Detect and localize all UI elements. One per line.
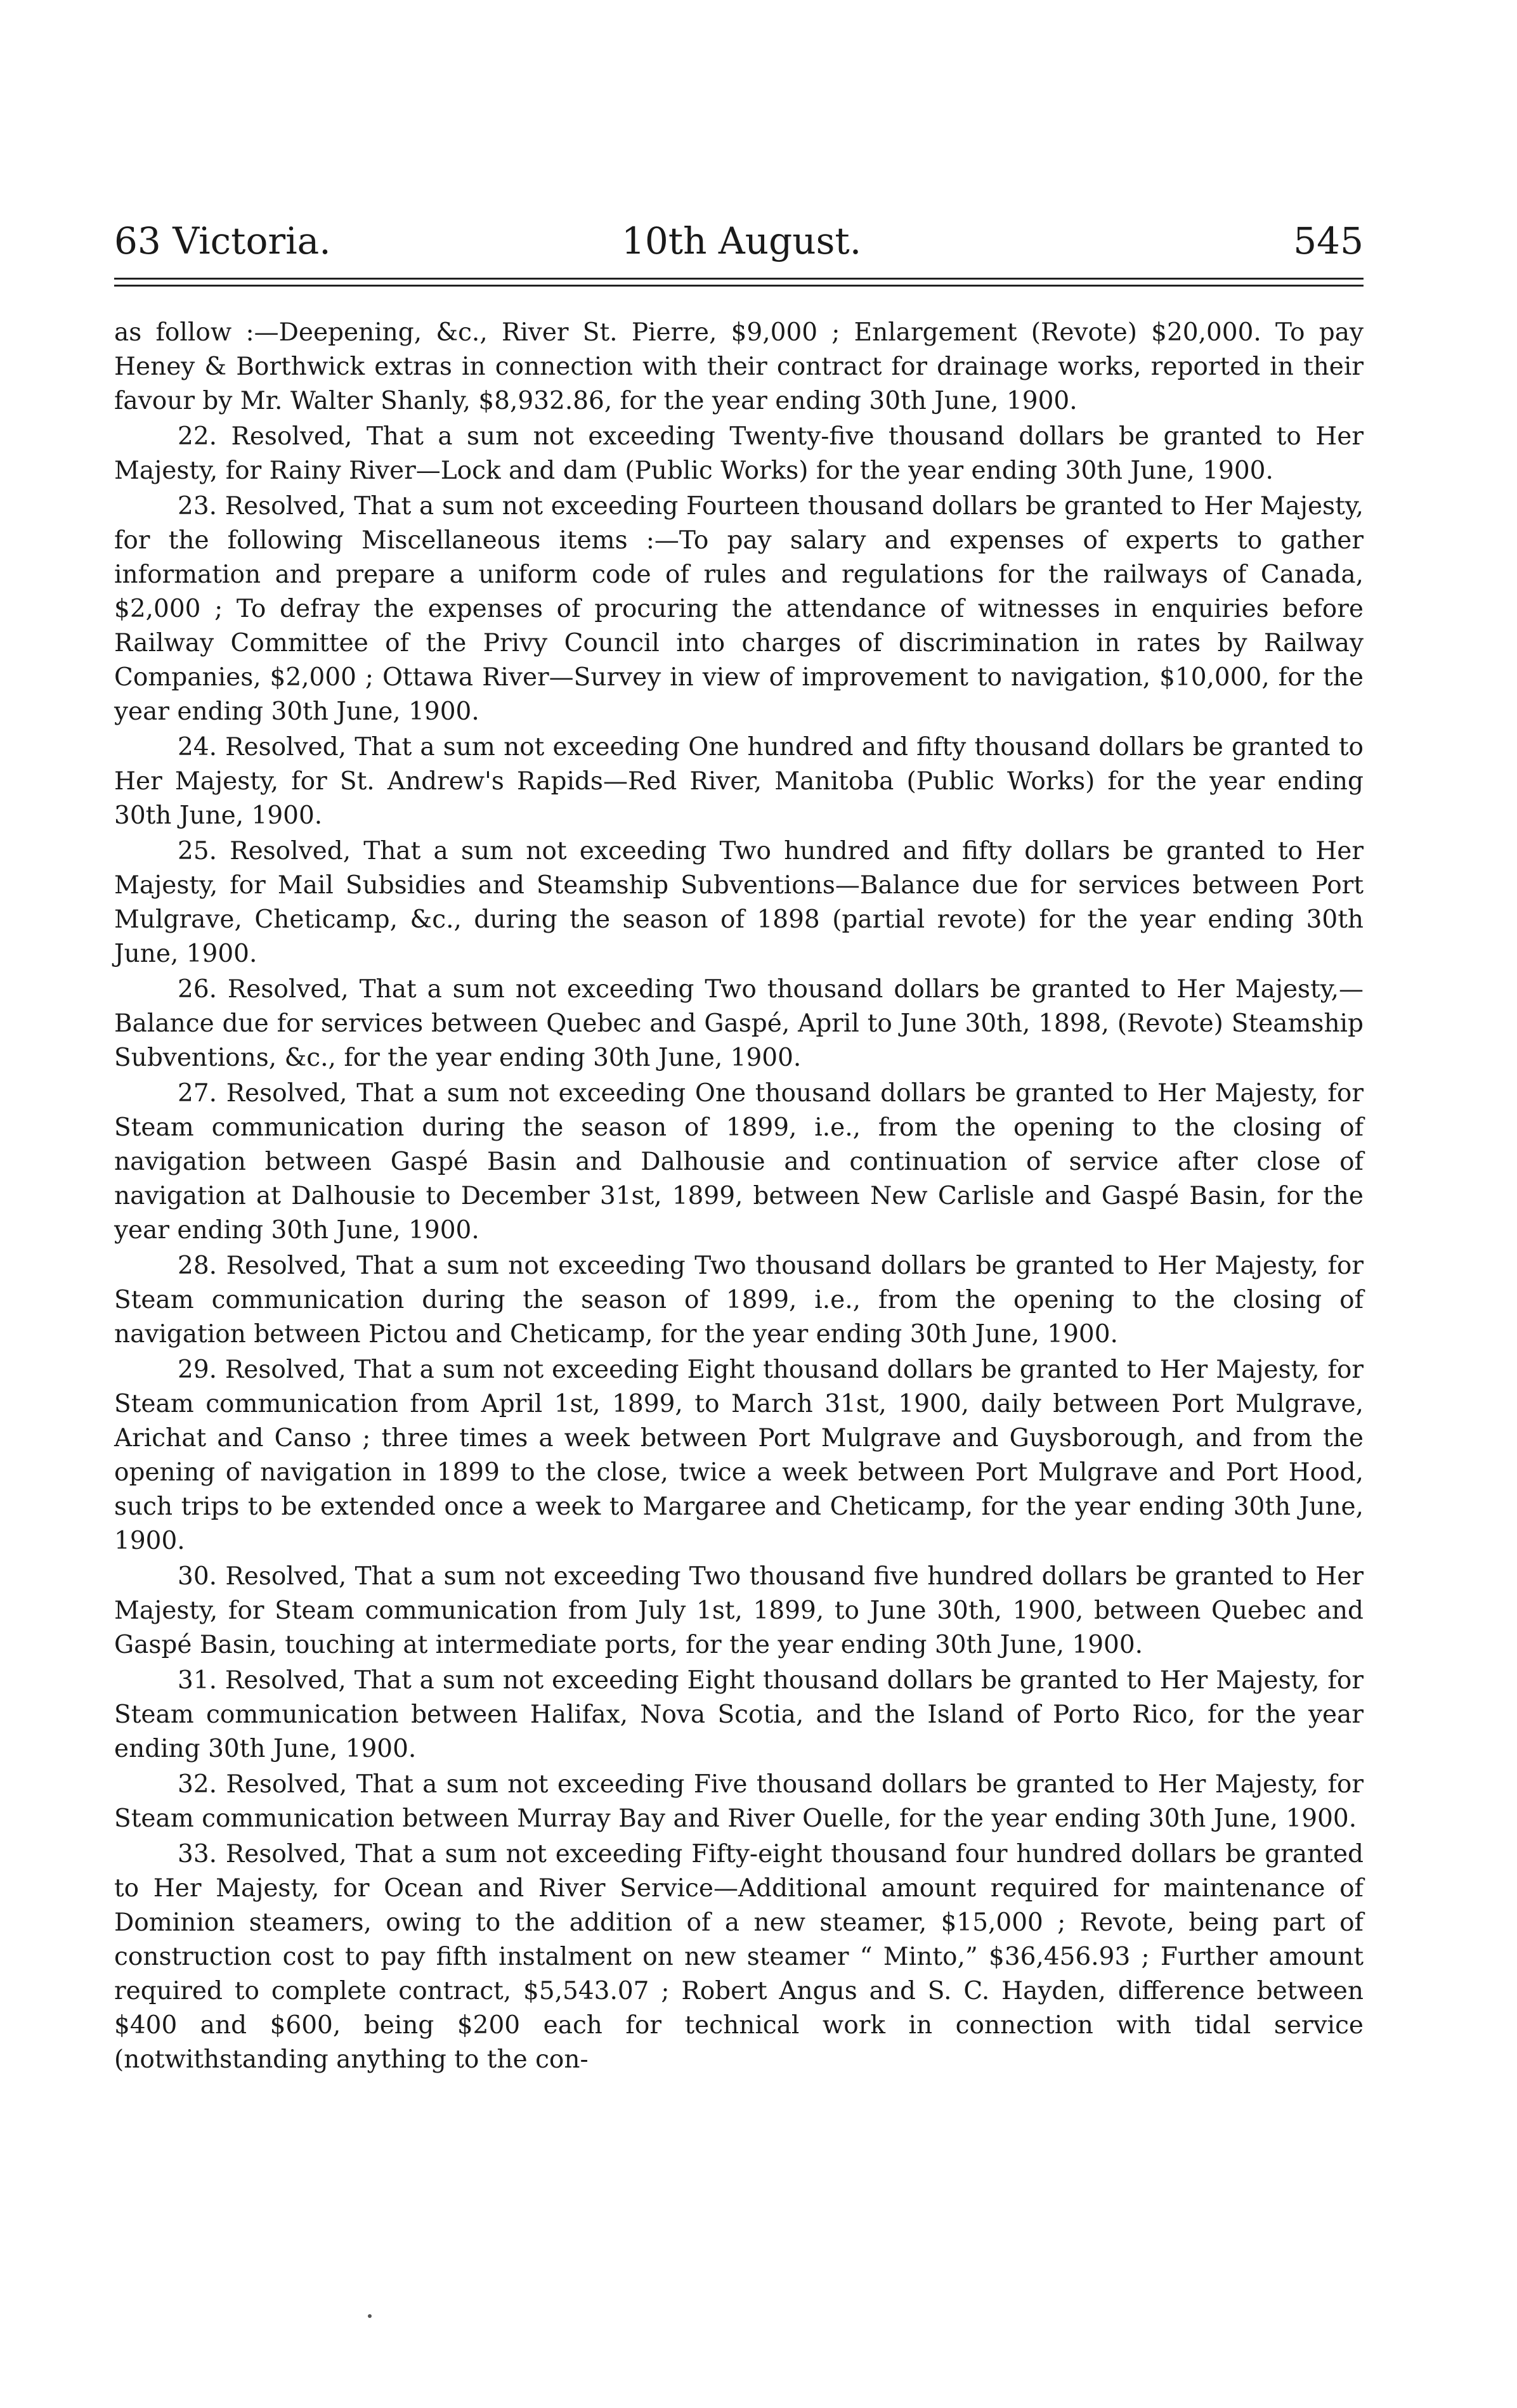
resolution-28: 28. Resolved, That a sum not exceeding Two thousand dollars be granted to Her Majesty, for Steam communication during the season of 1899, i.e., from the opening to the closing of navigation between Pictou and Cheticamp, for the year ending 30th June, 1900. (114, 1252, 1364, 1349)
header-rule (114, 278, 1364, 280)
page-number: 545 (1293, 219, 1364, 262)
printer-speck (368, 2314, 372, 2318)
date-label: 10th August. (622, 219, 862, 262)
paragraph-continuation: as follow :—Deepening, &c., River St. Pierre, $9,000 ; Enlargement (Revote) $20,000. To pay Heney & Borthwick extras in connection with their contract for drainage works, reported in their favour by Mr. Walter Shanly, $8,932.86, for the year ending 30th June, 1900. (114, 318, 1364, 415)
resolution-27: 27. Resolved, That a sum not exceeding One thousand dollars be granted to Her Majesty, for Steam communication during the season of 1899, i.e., from the opening to the closing of navigation between Gaspé Basin and Dalhousie and continuation of service after close of navigation at Dalhousie to December 31st, 1899, between New Carlisle and Gaspé Basin, for the year ending 30th June, 1900. (114, 1079, 1364, 1245)
running-header (114, 209, 1364, 273)
resolution-23: 23. Resolved, That a sum not exceeding Fourteen thousand dollars be granted to Her Majesty, for the following Miscellaneous items :—To pay salary and expenses of experts to gather information and prepare a uniform code of rules and regulations for the railways of Canada, $2,000 ; To defray the expenses of procuring the attendance of witnesses in enquiries before Railway Committee of the Privy Council into charges of discrimination in rates by Railway Companies, $2,000 ; Ottawa River—Survey in view of improvement to navigation, $10,000, for the year ending 30th June, 1900. (114, 492, 1364, 726)
document-page (114, 209, 1364, 2078)
resolution-32: 32. Resolved, That a sum not exceeding Five thousand dollars be granted to Her Majesty, for Steam communication between Murray Bay and River Ouelle, for the year ending 30th June, 1900. (114, 1770, 1364, 1833)
resolution-31: 31. Resolved, That a sum not exceeding Eight thousand dollars be granted to Her Majesty, for Steam communication between Halifax, Nova Scotia, and the Island of Porto Rico, for the year ending 30th June, 1900. (114, 1666, 1364, 1763)
resolution-24: 24. Resolved, That a sum not exceeding One hundred and fifty thousand dollars be granted to Her Majesty, for St. Andrew's Rapids—Red River, Manitoba (Public Works) for the year ending 30th June, 1900. (114, 733, 1364, 830)
session-label: 63 Victoria. (114, 219, 331, 262)
resolution-26: 26. Resolved, That a sum not exceeding Two thousand dollars be granted to Her Majesty,—Balance due for services between Quebec and Gaspé, April to June 30th, 1898, (Revote) Steamship Subventions, &c., for the year ending 30th June, 1900. (114, 975, 1364, 1072)
resolution-30: 30. Resolved, That a sum not exceeding Two thousand five hundred dollars be granted to Her Majesty, for Steam communication from July 1st, 1899, to June 30th, 1900, between Quebec and Gaspé Basin, touching at intermediate ports, for the year ending 30th June, 1900. (114, 1562, 1364, 1659)
resolution-33: 33. Resolved, That a sum not exceeding Fifty-eight thousand four hundred dollars be granted to Her Majesty, for Ocean and River Service—Additional amount required for maintenance of Dominion steamers, owing to the addition of a new steamer, $15,000 ; Revote, being part of construction cost to pay fifth instalment on new steamer “ Minto,” $36,456.93 ; Further amount required to complete contract, $5,543.07 ; Robert Angus and S. C. Hayden, difference between $400 and $600, being $200 each for technical work in connection with tidal service (notwithstanding anything to the con- (114, 1840, 1364, 2074)
resolution-29: 29. Resolved, That a sum not exceeding Eight thousand dollars be granted to Her Majesty, for Steam communication from April 1st, 1899, to March 31st, 1900, daily between Port Mulgrave, Arichat and Canso ; three times a week between Port Mulgrave and Guysborough, and from the opening of navigation in 1899 to the close, twice a week between Port Mulgrave and Port Hood, such trips to be extended once a week to Margaree and Cheticamp, for the year ending 30th June, 1900. (114, 1356, 1364, 1555)
resolution-25: 25. Resolved, That a sum not exceeding Two hundred and fifty dollars be granted to Her Majesty, for Mail Subsidies and Steamship Subventions—Balance due for services between Port Mulgrave, Cheticamp, &c., during the season of 1898 (partial revote) for the year ending 30th June, 1900. (114, 837, 1364, 968)
header-rule-double (114, 285, 1364, 287)
body-text (114, 316, 1364, 2077)
resolution-22: 22. Resolved, That a sum not exceeding Twenty-five thousand dollars be granted to Her Majesty, for Rainy River—Lock and dam (Public Works) for the year ending 30th June, 1900. (114, 422, 1364, 485)
